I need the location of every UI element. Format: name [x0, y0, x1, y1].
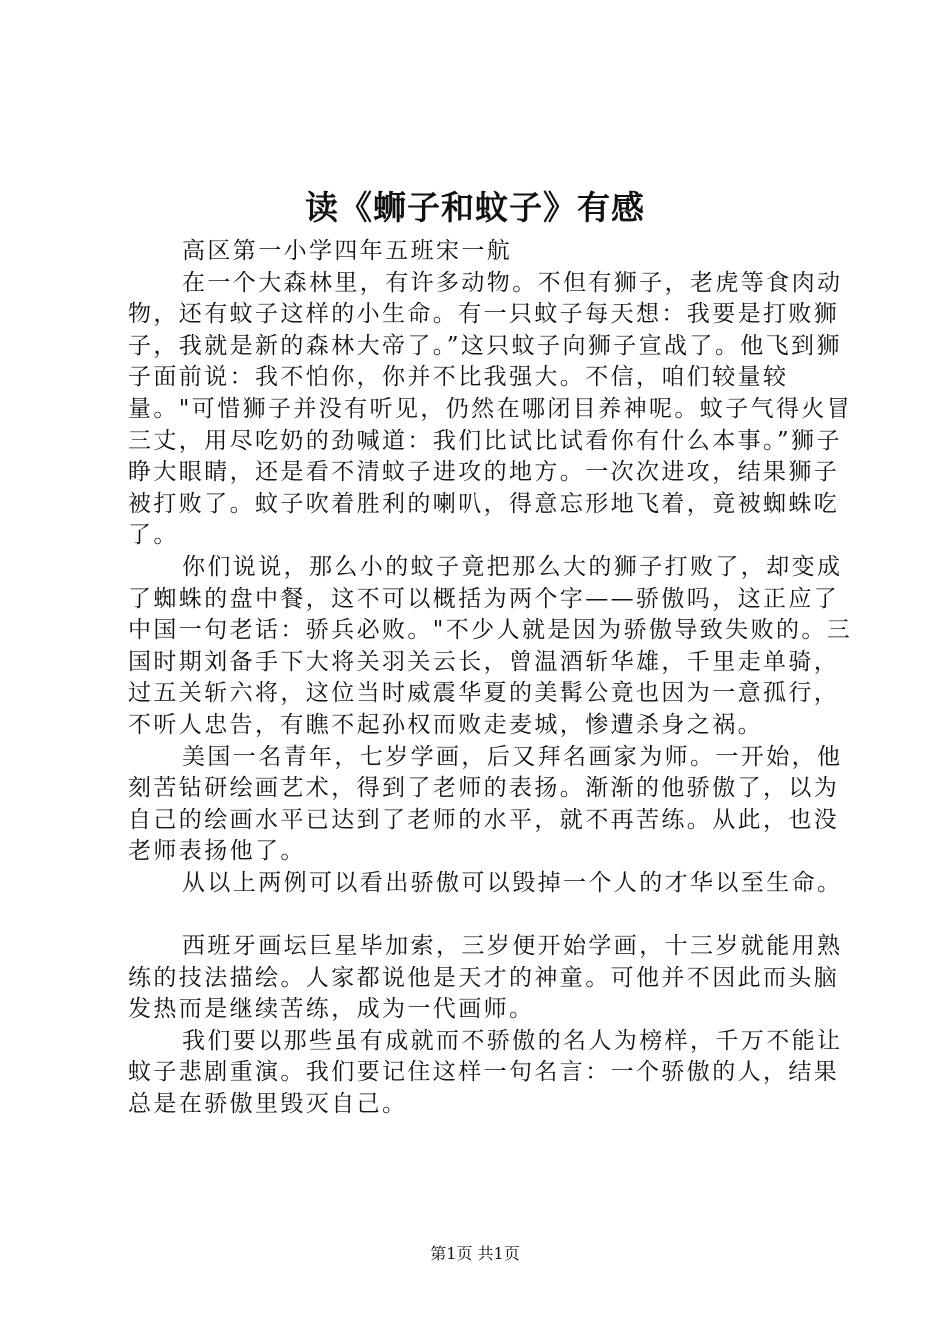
- paragraph-conclusion: 从以上两例可以看出骄傲可以毁掉一个人的才华以至生命。: [182, 869, 843, 896]
- paragraph-story: 在一个大森林里，有许多动物。不但有狮子，老虎等食肉动物，还有蚊子这样的小生命。有一只蚊子每天想：我要是打败狮子，我就是新的森林大帝了。”这只蚊子向狮子宣战了。他飞到狮子面前说：我不怕你，你并不比我强大。不信，咱们较量较量。"可惜狮子并没有听见，仍然在哪闭目养神呢。蚊子气得火冒三丈，用尽吃奶的劲喊道：我们比试比试看你有什么本事。”狮子睁大眼睛，还是看不清蚊子进攻的地方。一次次进攻，结果狮子被打败了。蚊子吹着胜利的喇叭，得意忘形地飞着，竟被蜘蛛吃了。: [128, 269, 853, 549]
- author-line: 高区第一小学四年五班宋一航: [182, 238, 513, 264]
- paragraph-american-youth: 美国一名青年，七岁学画，后又拜名画家为师。一开始，他刻苦钻研绘画艺术，得到了老师的表扬。渐渐的他骄傲了，以为自己的绘画水平已达到了老师的水平，就不再苦练。从此，也没老师表扬他了。: [128, 743, 843, 865]
- blank-line: [128, 899, 853, 931]
- document-body: [128, 236, 853, 1121]
- paragraph-picasso: 西班牙画坛巨星毕加索，三岁便开始学画，十三岁就能用熟练的技法描绘。人家都说他是天才的神童。可他并不因此而头脑发热而是继续苦练，成为一代画师。: [128, 933, 843, 1023]
- paragraph-closing: 我们要以那些虽有成就而不骄傲的名人为榜样，千万不能让蚊子悲剧重演。我们要记住这样一句名言：一个骄傲的人，结果总是在骄傲里毁灭自己。: [128, 1027, 843, 1118]
- page-footer: 第1页 共1页: [430, 1244, 520, 1263]
- paragraph-guan-yu: 你们说说，那么小的蚊子竟把那么大的狮子打败了，却变成了蜘蛛的盘中餐，这不可以概括为两个字——骄傲吗，这正应了中国一句老话：骄兵必败。"不少人就是因为骄傲导致失败的。三国时期刘备手下大将关羽关云长，曾温酒斩华雄，千里走单骑，过五关斩六将，这位当时威震华夏的美髯公竟也因为一意孤行，不听人忠告，有瞧不起孙权而败走麦城，惨遭杀身之祸。: [128, 553, 853, 738]
- document-title: 读《蛳子和蚊子》有感: [305, 188, 645, 227]
